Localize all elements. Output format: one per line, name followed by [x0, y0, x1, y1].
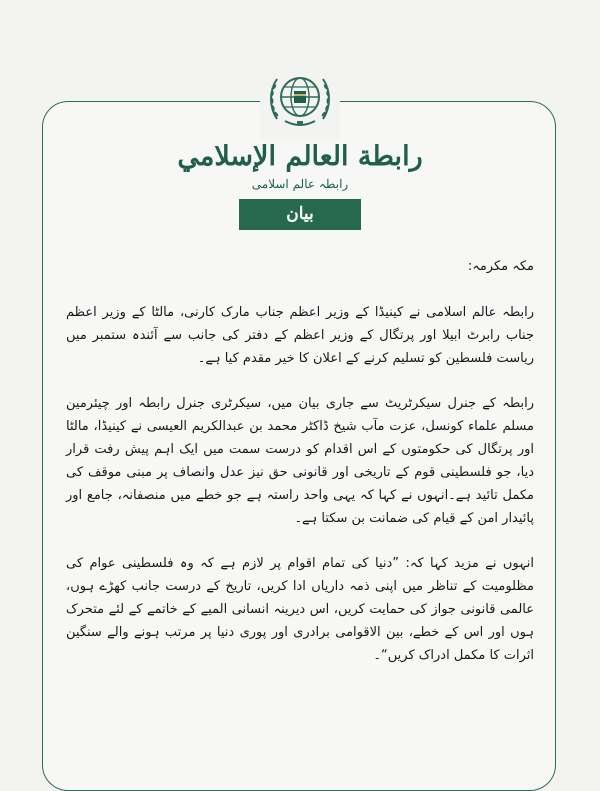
org-emblem-icon: [260, 60, 340, 140]
statement-body: [66, 257, 534, 689]
paragraph-3: انہوں نے مزید کہا کہ: ”دنیا کی تمام اقوام پر لازم ہے کہ وہ فلسطینی عوام کی مظلومیت کے تناظر میں اپنی ذمہ داریاں ادا کریں، تاریخ کے درست جانب کھڑے ہوں، عالمی قانونی جواز کی حمایت کریں، اس دیرینہ انسانی المیے کے خاتمے کے لئے متحرک ہوں اور اس کے خطے، بین الاقوامی برادری اور پوری دنیا پر مرتب ہونے والے سنگین اثرات کا مکمل ادراک کریں“۔: [66, 556, 534, 663]
org-name-arabic: رابطة العالم الإسلامي: [177, 141, 423, 172]
statement-title: بیان: [239, 199, 361, 230]
paragraph-1: رابطہ عالم اسلامی نے کینیڈا کے وزیر اعظم جناب مارک کارنی، مالٹا کے وزیر اعظم جناب رابرٹ ابیلا اور پرتگال کے وزیر اعظم کے دفتر کی جانب سے آئندہ ستمبر میں ریاست فلسطین کو تسلیم کرنے کے اعلان کا خیر مقدم کیا ہے۔: [66, 305, 534, 366]
paragraph-2: رابطہ کے جنرل سیکرٹریٹ سے جاری بیان میں، سیکرٹری جنرل رابطہ اور چیئرمین مسلم علماء کونسل، عزت مآب شیخ ڈاکٹر محمد بن عبدالکریم العیسی نے کینیڈا، مالٹا اور پرتگال کی حکومتوں کے اس اقدام کو درست سمت میں ایک اہم پیش رفت قرار دیا، جو فلسطینی قوم کے تاریخی اور قانونی حق نیز عدل وانصاف پر مبنی موقف کی مکمل تائید ہے۔انہوں نے کہا کہ یہی واحد راستہ ہے جو خطے میں منصفانہ، جامع اور پائیدار امن کے قیام کی ضمانت بن سکتا ہے۔: [66, 396, 534, 526]
place-line: مکہ مکرمہ:: [467, 259, 534, 274]
org-name-urdu: رابطہ عالم اسلامی: [251, 177, 349, 191]
